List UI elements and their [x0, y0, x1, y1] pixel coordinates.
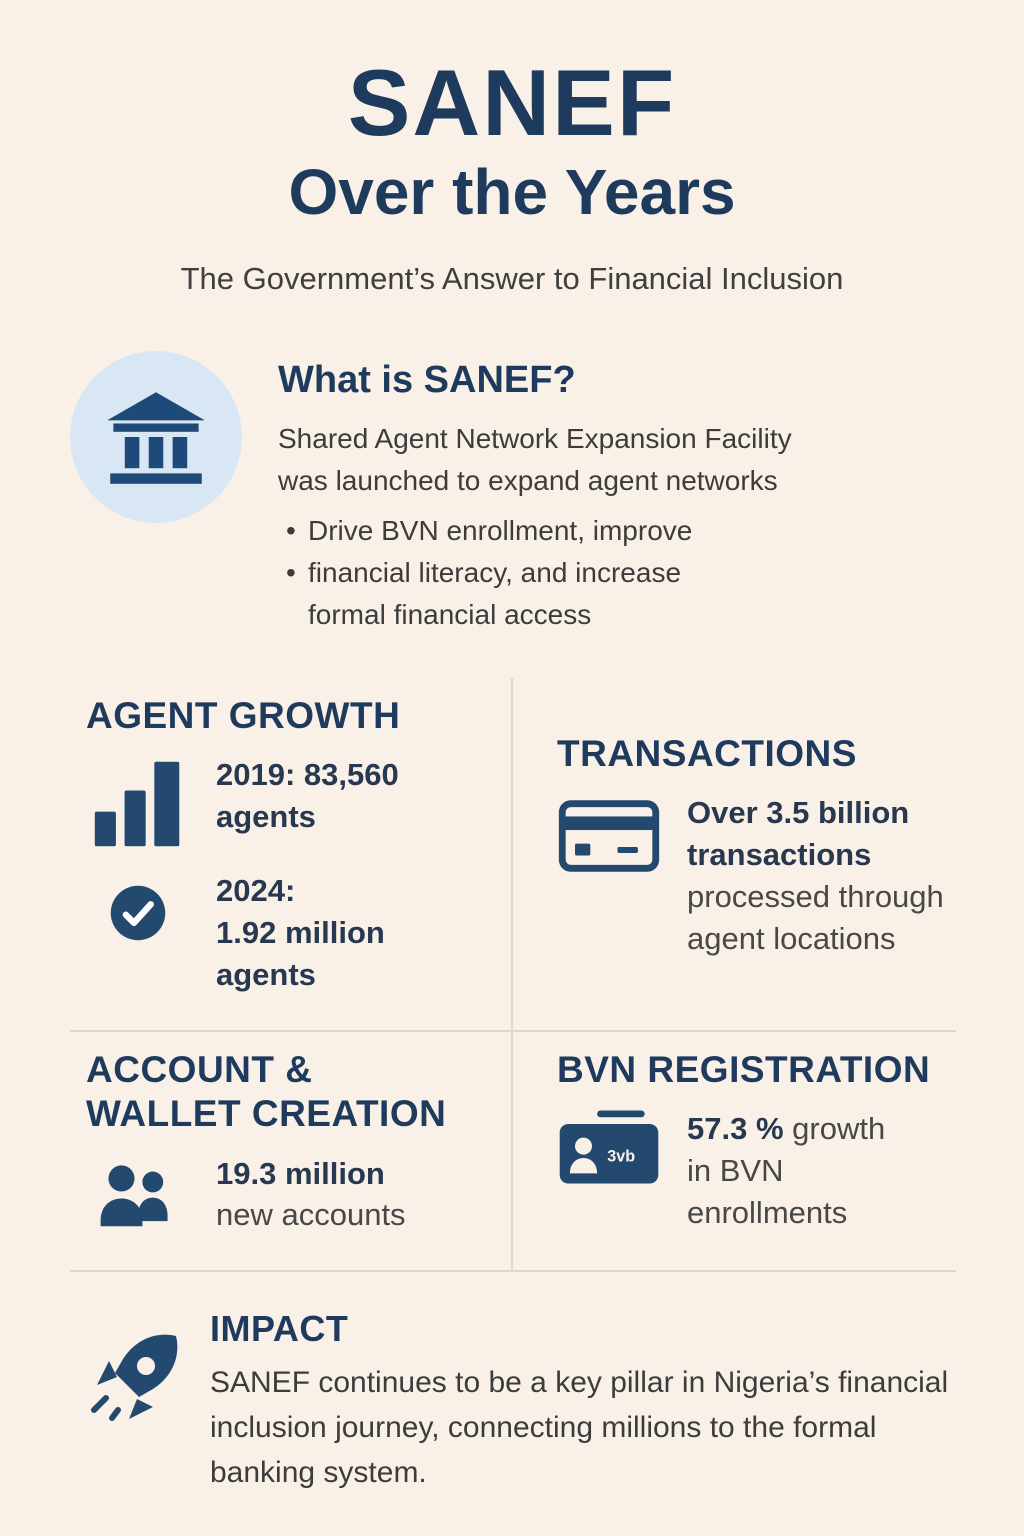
id-card-label: 3vb [607, 1147, 636, 1166]
about-bullet-list [278, 510, 792, 636]
about-bullet: • financial literacy, and increase formal financial access [278, 552, 718, 636]
account-wallet-heading [86, 1048, 505, 1137]
bvn-stat [557, 1108, 950, 1234]
id-card-icon [558, 1108, 660, 1186]
account-wallet-heading-line-1: ACCOUNT & [86, 1048, 313, 1090]
about-intro-line-1: Shared Agent Network Expansion Facility [278, 422, 792, 454]
tagline: The Government’s Answer to Financial Inclusion [180, 260, 844, 296]
about-section [70, 351, 968, 636]
impact-heading: IMPACT [210, 1308, 349, 1350]
account-wallet-stat [86, 1153, 505, 1237]
agent-growth-2019-line-1: 2019: 83,560 [216, 757, 399, 793]
impact-section [86, 1308, 968, 1495]
bank-icon [104, 389, 208, 485]
transactions-stat [557, 792, 950, 959]
about-intro-line-2: was launched to expand agent networks [278, 464, 778, 496]
credit-card-icon [558, 798, 660, 874]
people-icon [94, 1155, 182, 1235]
agent-growth-2024-line-2: 1.92 million [216, 915, 385, 951]
transactions-heading: TRANSACTIONS [557, 732, 857, 774]
agent-growth-2024-line-1: 2024: [216, 873, 296, 909]
check-circle-icon [109, 884, 167, 942]
account-wallet-section [70, 1032, 513, 1272]
bar-chart-icon [90, 754, 186, 854]
about-heading: What is SANEF? [278, 358, 576, 401]
bvn-heading: BVN REGISTRATION [557, 1048, 931, 1090]
bank-icon-circle [70, 351, 242, 523]
agent-growth-stat-2024 [86, 870, 505, 996]
transactions-regular-line-1: processed through [687, 878, 944, 914]
impact-body: SANEF continues to be a key pillar in Nigeria’s financial inclusion journey, connecting millions to the formal banking system. [210, 1366, 949, 1490]
account-wallet-stat-bold: 19.3 million [216, 1155, 385, 1191]
agent-growth-heading: AGENT GROWTH [86, 694, 401, 736]
bvn-stat-rest: growth [792, 1111, 886, 1147]
bvn-registration-section [513, 1032, 956, 1272]
transactions-regular-line-2: agent locations [687, 920, 896, 956]
account-wallet-stat-regular: new accounts [216, 1197, 406, 1233]
account-wallet-heading-line-2: WALLET CREATION [86, 1093, 447, 1135]
agent-growth-2019-line-2: agents [216, 799, 316, 835]
agent-growth-2024-line-3: agents [216, 956, 316, 992]
impact-text [210, 1308, 950, 1495]
about-bullet: • Drive BVN enrollment, improve [278, 510, 718, 552]
subtitle: Over the Years [288, 156, 736, 228]
rocket-icon [86, 1326, 186, 1426]
stats-grid [70, 678, 956, 1272]
agent-growth-section [70, 678, 513, 1032]
main-title: SANEF [347, 50, 677, 155]
header [0, 0, 1024, 297]
bvn-stat-bold: 57.3 % [687, 1111, 784, 1147]
transactions-bold-line-1: Over 3.5 billion [687, 795, 910, 831]
agent-growth-stat-2019 [86, 754, 505, 854]
bvn-stat-line-3: enrollments [687, 1194, 848, 1230]
about-text [278, 351, 792, 636]
bvn-stat-line-1 [687, 1108, 885, 1150]
transactions-section [513, 678, 956, 1032]
bvn-stat-line-2: in BVN [687, 1152, 784, 1188]
transactions-bold-line-2: transactions [687, 837, 872, 873]
